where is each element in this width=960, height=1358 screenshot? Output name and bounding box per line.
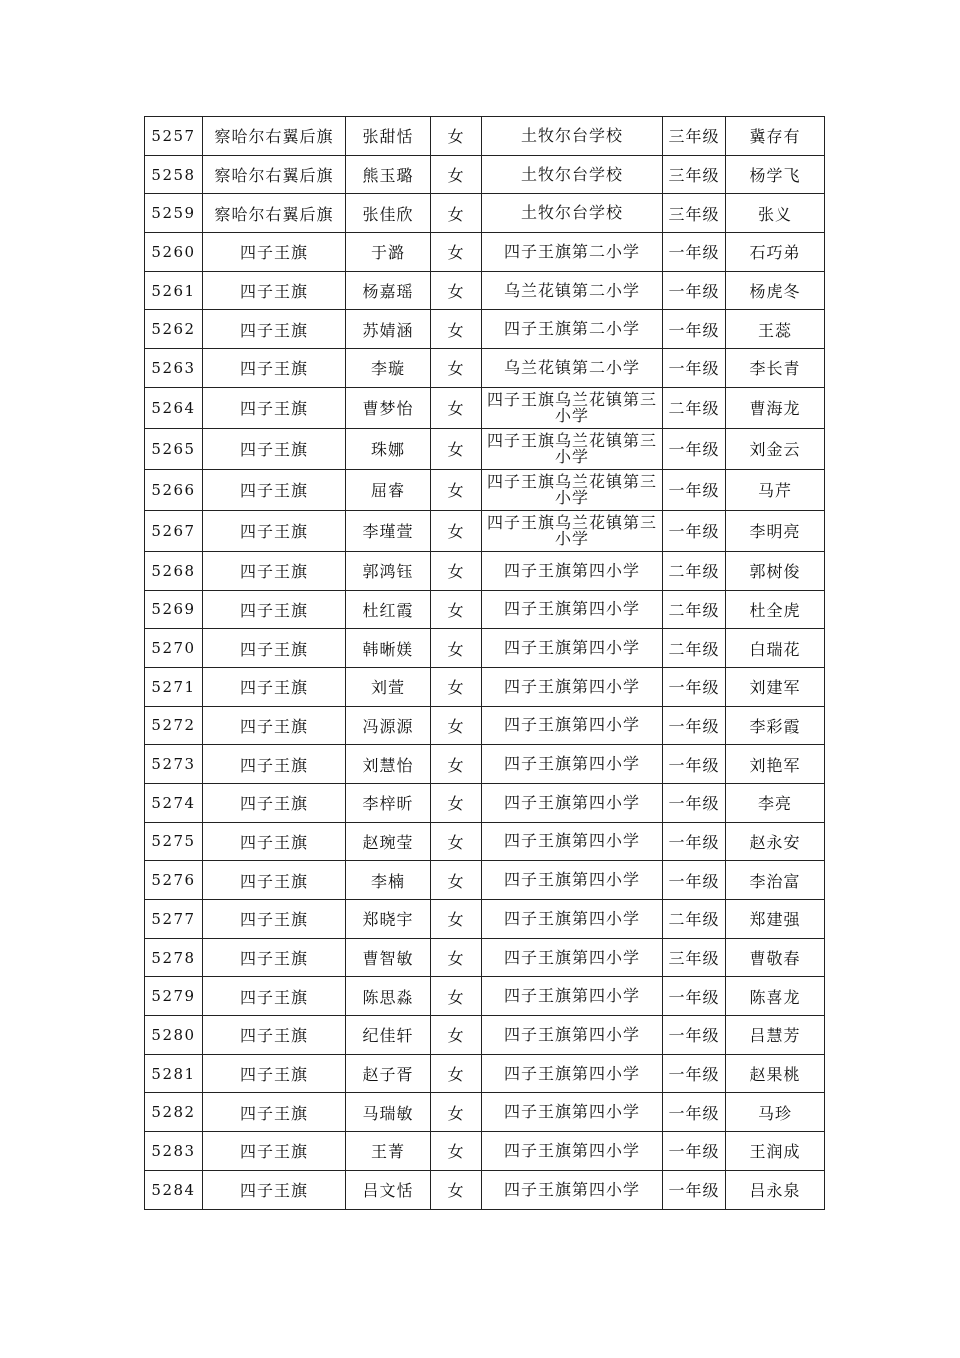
table-row bbox=[145, 428, 825, 469]
student-name-cell: 珠娜 bbox=[346, 428, 431, 469]
grade-cell: 一年级 bbox=[663, 667, 726, 706]
school-cell: 四子王旗第四小学 bbox=[482, 1132, 663, 1171]
student-name-cell: 杨嘉瑶 bbox=[346, 271, 431, 310]
table-row bbox=[145, 1093, 825, 1132]
gender-cell: 女 bbox=[431, 861, 482, 900]
student-name-cell: 于潞 bbox=[346, 233, 431, 272]
school-cell: 乌兰花镇第二小学 bbox=[482, 349, 663, 388]
student-name-cell: 冯源源 bbox=[346, 706, 431, 745]
school-cell: 四子王旗第四小学 bbox=[482, 629, 663, 668]
student-name-cell: 张佳欣 bbox=[346, 194, 431, 233]
guardian-name-cell: 李亮 bbox=[726, 783, 825, 822]
row-number-cell: 5266 bbox=[145, 469, 203, 510]
guardian-name-cell: 杨学飞 bbox=[726, 155, 825, 194]
student-name-cell: 赵琬莹 bbox=[346, 822, 431, 861]
table-row bbox=[145, 510, 825, 551]
guardian-name-cell: 杨虎冬 bbox=[726, 271, 825, 310]
grade-cell: 一年级 bbox=[663, 783, 726, 822]
school-cell: 四子王旗第二小学 bbox=[482, 233, 663, 272]
school-cell: 四子王旗第四小学 bbox=[482, 667, 663, 706]
student-name-cell: 杜红霞 bbox=[346, 590, 431, 629]
guardian-name-cell: 李彩霞 bbox=[726, 706, 825, 745]
row-number-cell: 5282 bbox=[145, 1093, 203, 1132]
row-number-cell: 5259 bbox=[145, 194, 203, 233]
school-cell: 土牧尔台学校 bbox=[482, 155, 663, 194]
school-cell: 四子王旗第四小学 bbox=[482, 900, 663, 939]
county-cell: 四子王旗 bbox=[203, 271, 346, 310]
gender-cell: 女 bbox=[431, 271, 482, 310]
grade-cell: 一年级 bbox=[663, 1132, 726, 1171]
table-row bbox=[145, 938, 825, 977]
gender-cell: 女 bbox=[431, 310, 482, 349]
school-cell: 四子王旗第四小学 bbox=[482, 551, 663, 590]
county-cell: 四子王旗 bbox=[203, 510, 346, 551]
grade-cell: 二年级 bbox=[663, 551, 726, 590]
grade-cell: 一年级 bbox=[663, 1016, 726, 1055]
school-cell: 乌兰花镇第二小学 bbox=[482, 271, 663, 310]
guardian-name-cell: 刘金云 bbox=[726, 428, 825, 469]
guardian-name-cell: 曹敬春 bbox=[726, 938, 825, 977]
row-number-cell: 5271 bbox=[145, 667, 203, 706]
guardian-name-cell: 石巧弟 bbox=[726, 233, 825, 272]
student-name-cell: 曹梦怡 bbox=[346, 387, 431, 428]
row-number-cell: 5261 bbox=[145, 271, 203, 310]
grade-cell: 一年级 bbox=[663, 271, 726, 310]
table-row bbox=[145, 194, 825, 233]
grade-cell: 一年级 bbox=[663, 349, 726, 388]
table-row bbox=[145, 349, 825, 388]
roster-body bbox=[145, 117, 825, 1210]
row-number-cell: 5268 bbox=[145, 551, 203, 590]
table-row bbox=[145, 310, 825, 349]
gender-cell: 女 bbox=[431, 1016, 482, 1055]
gender-cell: 女 bbox=[431, 822, 482, 861]
gender-cell: 女 bbox=[431, 629, 482, 668]
county-cell: 四子王旗 bbox=[203, 387, 346, 428]
table-row bbox=[145, 861, 825, 900]
guardian-name-cell: 冀存有 bbox=[726, 117, 825, 156]
student-name-cell: 苏婧涵 bbox=[346, 310, 431, 349]
county-cell: 四子王旗 bbox=[203, 861, 346, 900]
county-cell: 四子王旗 bbox=[203, 1170, 346, 1209]
grade-cell: 三年级 bbox=[663, 938, 726, 977]
county-cell: 四子王旗 bbox=[203, 900, 346, 939]
gender-cell: 女 bbox=[431, 551, 482, 590]
table-row bbox=[145, 1054, 825, 1093]
student-name-cell: 韩晰媄 bbox=[346, 629, 431, 668]
school-cell: 四子王旗第四小学 bbox=[482, 590, 663, 629]
guardian-name-cell: 赵果桃 bbox=[726, 1054, 825, 1093]
county-cell: 四子王旗 bbox=[203, 590, 346, 629]
student-name-cell: 赵子胥 bbox=[346, 1054, 431, 1093]
county-cell: 察哈尔右翼后旗 bbox=[203, 117, 346, 156]
table-row bbox=[145, 590, 825, 629]
guardian-name-cell: 曹海龙 bbox=[726, 387, 825, 428]
row-number-cell: 5260 bbox=[145, 233, 203, 272]
guardian-name-cell: 王蕊 bbox=[726, 310, 825, 349]
student-name-cell: 陈思淼 bbox=[346, 977, 431, 1016]
grade-cell: 一年级 bbox=[663, 706, 726, 745]
county-cell: 四子王旗 bbox=[203, 551, 346, 590]
student-name-cell: 刘慧怡 bbox=[346, 745, 431, 784]
row-number-cell: 5257 bbox=[145, 117, 203, 156]
gender-cell: 女 bbox=[431, 155, 482, 194]
table-row bbox=[145, 233, 825, 272]
school-cell: 四子王旗乌兰花镇第三小学 bbox=[482, 510, 663, 551]
school-cell: 四子王旗乌兰花镇第三小学 bbox=[482, 428, 663, 469]
guardian-name-cell: 张义 bbox=[726, 194, 825, 233]
school-cell: 四子王旗第四小学 bbox=[482, 861, 663, 900]
county-cell: 察哈尔右翼后旗 bbox=[203, 194, 346, 233]
student-name-cell: 刘萱 bbox=[346, 667, 431, 706]
row-number-cell: 5276 bbox=[145, 861, 203, 900]
grade-cell: 一年级 bbox=[663, 861, 726, 900]
row-number-cell: 5284 bbox=[145, 1170, 203, 1209]
guardian-name-cell: 郭树俊 bbox=[726, 551, 825, 590]
table-row bbox=[145, 900, 825, 939]
gender-cell: 女 bbox=[431, 590, 482, 629]
gender-cell: 女 bbox=[431, 783, 482, 822]
guardian-name-cell: 杜全虎 bbox=[726, 590, 825, 629]
guardian-name-cell: 吕永泉 bbox=[726, 1170, 825, 1209]
county-cell: 四子王旗 bbox=[203, 349, 346, 388]
county-cell: 四子王旗 bbox=[203, 783, 346, 822]
guardian-name-cell: 赵永安 bbox=[726, 822, 825, 861]
student-name-cell: 纪佳轩 bbox=[346, 1016, 431, 1055]
student-name-cell: 郑晓宇 bbox=[346, 900, 431, 939]
guardian-name-cell: 王润成 bbox=[726, 1132, 825, 1171]
county-cell: 四子王旗 bbox=[203, 233, 346, 272]
gender-cell: 女 bbox=[431, 349, 482, 388]
table-row bbox=[145, 667, 825, 706]
student-name-cell: 李璇 bbox=[346, 349, 431, 388]
gender-cell: 女 bbox=[431, 745, 482, 784]
guardian-name-cell: 刘建军 bbox=[726, 667, 825, 706]
grade-cell: 二年级 bbox=[663, 590, 726, 629]
gender-cell: 女 bbox=[431, 667, 482, 706]
county-cell: 四子王旗 bbox=[203, 667, 346, 706]
county-cell: 四子王旗 bbox=[203, 1093, 346, 1132]
student-name-cell: 吕文恬 bbox=[346, 1170, 431, 1209]
table-row bbox=[145, 1132, 825, 1171]
grade-cell: 二年级 bbox=[663, 629, 726, 668]
student-name-cell: 马瑞敏 bbox=[346, 1093, 431, 1132]
gender-cell: 女 bbox=[431, 1170, 482, 1209]
grade-cell: 一年级 bbox=[663, 1054, 726, 1093]
county-cell: 四子王旗 bbox=[203, 469, 346, 510]
county-cell: 四子王旗 bbox=[203, 1016, 346, 1055]
county-cell: 察哈尔右翼后旗 bbox=[203, 155, 346, 194]
student-name-cell: 李梓昕 bbox=[346, 783, 431, 822]
row-number-cell: 5275 bbox=[145, 822, 203, 861]
guardian-name-cell: 吕慧芳 bbox=[726, 1016, 825, 1055]
gender-cell: 女 bbox=[431, 900, 482, 939]
grade-cell: 三年级 bbox=[663, 194, 726, 233]
table-row bbox=[145, 271, 825, 310]
guardian-name-cell: 马芹 bbox=[726, 469, 825, 510]
gender-cell: 女 bbox=[431, 1093, 482, 1132]
row-number-cell: 5265 bbox=[145, 428, 203, 469]
county-cell: 四子王旗 bbox=[203, 938, 346, 977]
roster-table bbox=[144, 116, 825, 1210]
gender-cell: 女 bbox=[431, 938, 482, 977]
county-cell: 四子王旗 bbox=[203, 706, 346, 745]
student-name-cell: 郭鸿钰 bbox=[346, 551, 431, 590]
row-number-cell: 5267 bbox=[145, 510, 203, 551]
student-name-cell: 曹智敏 bbox=[346, 938, 431, 977]
school-cell: 四子王旗第四小学 bbox=[482, 783, 663, 822]
row-number-cell: 5278 bbox=[145, 938, 203, 977]
county-cell: 四子王旗 bbox=[203, 310, 346, 349]
gender-cell: 女 bbox=[431, 1054, 482, 1093]
grade-cell: 一年级 bbox=[663, 1170, 726, 1209]
row-number-cell: 5279 bbox=[145, 977, 203, 1016]
guardian-name-cell: 郑建强 bbox=[726, 900, 825, 939]
gender-cell: 女 bbox=[431, 428, 482, 469]
guardian-name-cell: 李长青 bbox=[726, 349, 825, 388]
table-row bbox=[145, 1016, 825, 1055]
row-number-cell: 5258 bbox=[145, 155, 203, 194]
grade-cell: 一年级 bbox=[663, 977, 726, 1016]
school-cell: 四子王旗第四小学 bbox=[482, 706, 663, 745]
school-cell: 四子王旗第四小学 bbox=[482, 822, 663, 861]
gender-cell: 女 bbox=[431, 233, 482, 272]
row-number-cell: 5263 bbox=[145, 349, 203, 388]
row-number-cell: 5281 bbox=[145, 1054, 203, 1093]
student-name-cell: 熊玉璐 bbox=[346, 155, 431, 194]
grade-cell: 一年级 bbox=[663, 745, 726, 784]
guardian-name-cell: 白瑞花 bbox=[726, 629, 825, 668]
county-cell: 四子王旗 bbox=[203, 629, 346, 668]
table-row bbox=[145, 387, 825, 428]
table-row bbox=[145, 469, 825, 510]
grade-cell: 一年级 bbox=[663, 1093, 726, 1132]
school-cell: 四子王旗第四小学 bbox=[482, 745, 663, 784]
student-name-cell: 王菁 bbox=[346, 1132, 431, 1171]
row-number-cell: 5272 bbox=[145, 706, 203, 745]
guardian-name-cell: 李治富 bbox=[726, 861, 825, 900]
school-cell: 四子王旗第四小学 bbox=[482, 938, 663, 977]
grade-cell: 一年级 bbox=[663, 310, 726, 349]
table-row bbox=[145, 629, 825, 668]
grade-cell: 一年级 bbox=[663, 510, 726, 551]
school-cell: 土牧尔台学校 bbox=[482, 117, 663, 156]
student-name-cell: 张甜恬 bbox=[346, 117, 431, 156]
table-row bbox=[145, 1170, 825, 1209]
table-row bbox=[145, 783, 825, 822]
grade-cell: 一年级 bbox=[663, 469, 726, 510]
table-row bbox=[145, 706, 825, 745]
row-number-cell: 5277 bbox=[145, 900, 203, 939]
grade-cell: 二年级 bbox=[663, 387, 726, 428]
county-cell: 四子王旗 bbox=[203, 1132, 346, 1171]
county-cell: 四子王旗 bbox=[203, 822, 346, 861]
student-name-cell: 李瑾萱 bbox=[346, 510, 431, 551]
grade-cell: 二年级 bbox=[663, 900, 726, 939]
row-number-cell: 5283 bbox=[145, 1132, 203, 1171]
grade-cell: 一年级 bbox=[663, 233, 726, 272]
grade-cell: 三年级 bbox=[663, 155, 726, 194]
gender-cell: 女 bbox=[431, 706, 482, 745]
gender-cell: 女 bbox=[431, 510, 482, 551]
county-cell: 四子王旗 bbox=[203, 745, 346, 784]
table-row bbox=[145, 745, 825, 784]
gender-cell: 女 bbox=[431, 469, 482, 510]
school-cell: 四子王旗第四小学 bbox=[482, 1093, 663, 1132]
school-cell: 四子王旗第四小学 bbox=[482, 1054, 663, 1093]
row-number-cell: 5270 bbox=[145, 629, 203, 668]
guardian-name-cell: 刘艳军 bbox=[726, 745, 825, 784]
gender-cell: 女 bbox=[431, 977, 482, 1016]
school-cell: 土牧尔台学校 bbox=[482, 194, 663, 233]
school-cell: 四子王旗第四小学 bbox=[482, 1170, 663, 1209]
school-cell: 四子王旗乌兰花镇第三小学 bbox=[482, 469, 663, 510]
guardian-name-cell: 马珍 bbox=[726, 1093, 825, 1132]
table-row bbox=[145, 155, 825, 194]
grade-cell: 三年级 bbox=[663, 117, 726, 156]
grade-cell: 一年级 bbox=[663, 428, 726, 469]
county-cell: 四子王旗 bbox=[203, 977, 346, 1016]
student-name-cell: 李楠 bbox=[346, 861, 431, 900]
table-row bbox=[145, 822, 825, 861]
grade-cell: 一年级 bbox=[663, 822, 726, 861]
student-name-cell: 屈睿 bbox=[346, 469, 431, 510]
row-number-cell: 5262 bbox=[145, 310, 203, 349]
row-number-cell: 5274 bbox=[145, 783, 203, 822]
guardian-name-cell: 李明亮 bbox=[726, 510, 825, 551]
county-cell: 四子王旗 bbox=[203, 428, 346, 469]
table-row bbox=[145, 977, 825, 1016]
table-row bbox=[145, 551, 825, 590]
county-cell: 四子王旗 bbox=[203, 1054, 346, 1093]
row-number-cell: 5269 bbox=[145, 590, 203, 629]
school-cell: 四子王旗第四小学 bbox=[482, 977, 663, 1016]
school-cell: 四子王旗第四小学 bbox=[482, 1016, 663, 1055]
row-number-cell: 5264 bbox=[145, 387, 203, 428]
gender-cell: 女 bbox=[431, 194, 482, 233]
school-cell: 四子王旗乌兰花镇第三小学 bbox=[482, 387, 663, 428]
school-cell: 四子王旗第二小学 bbox=[482, 310, 663, 349]
guardian-name-cell: 陈喜龙 bbox=[726, 977, 825, 1016]
gender-cell: 女 bbox=[431, 117, 482, 156]
row-number-cell: 5273 bbox=[145, 745, 203, 784]
row-number-cell: 5280 bbox=[145, 1016, 203, 1055]
gender-cell: 女 bbox=[431, 387, 482, 428]
table-row bbox=[145, 117, 825, 156]
gender-cell: 女 bbox=[431, 1132, 482, 1171]
